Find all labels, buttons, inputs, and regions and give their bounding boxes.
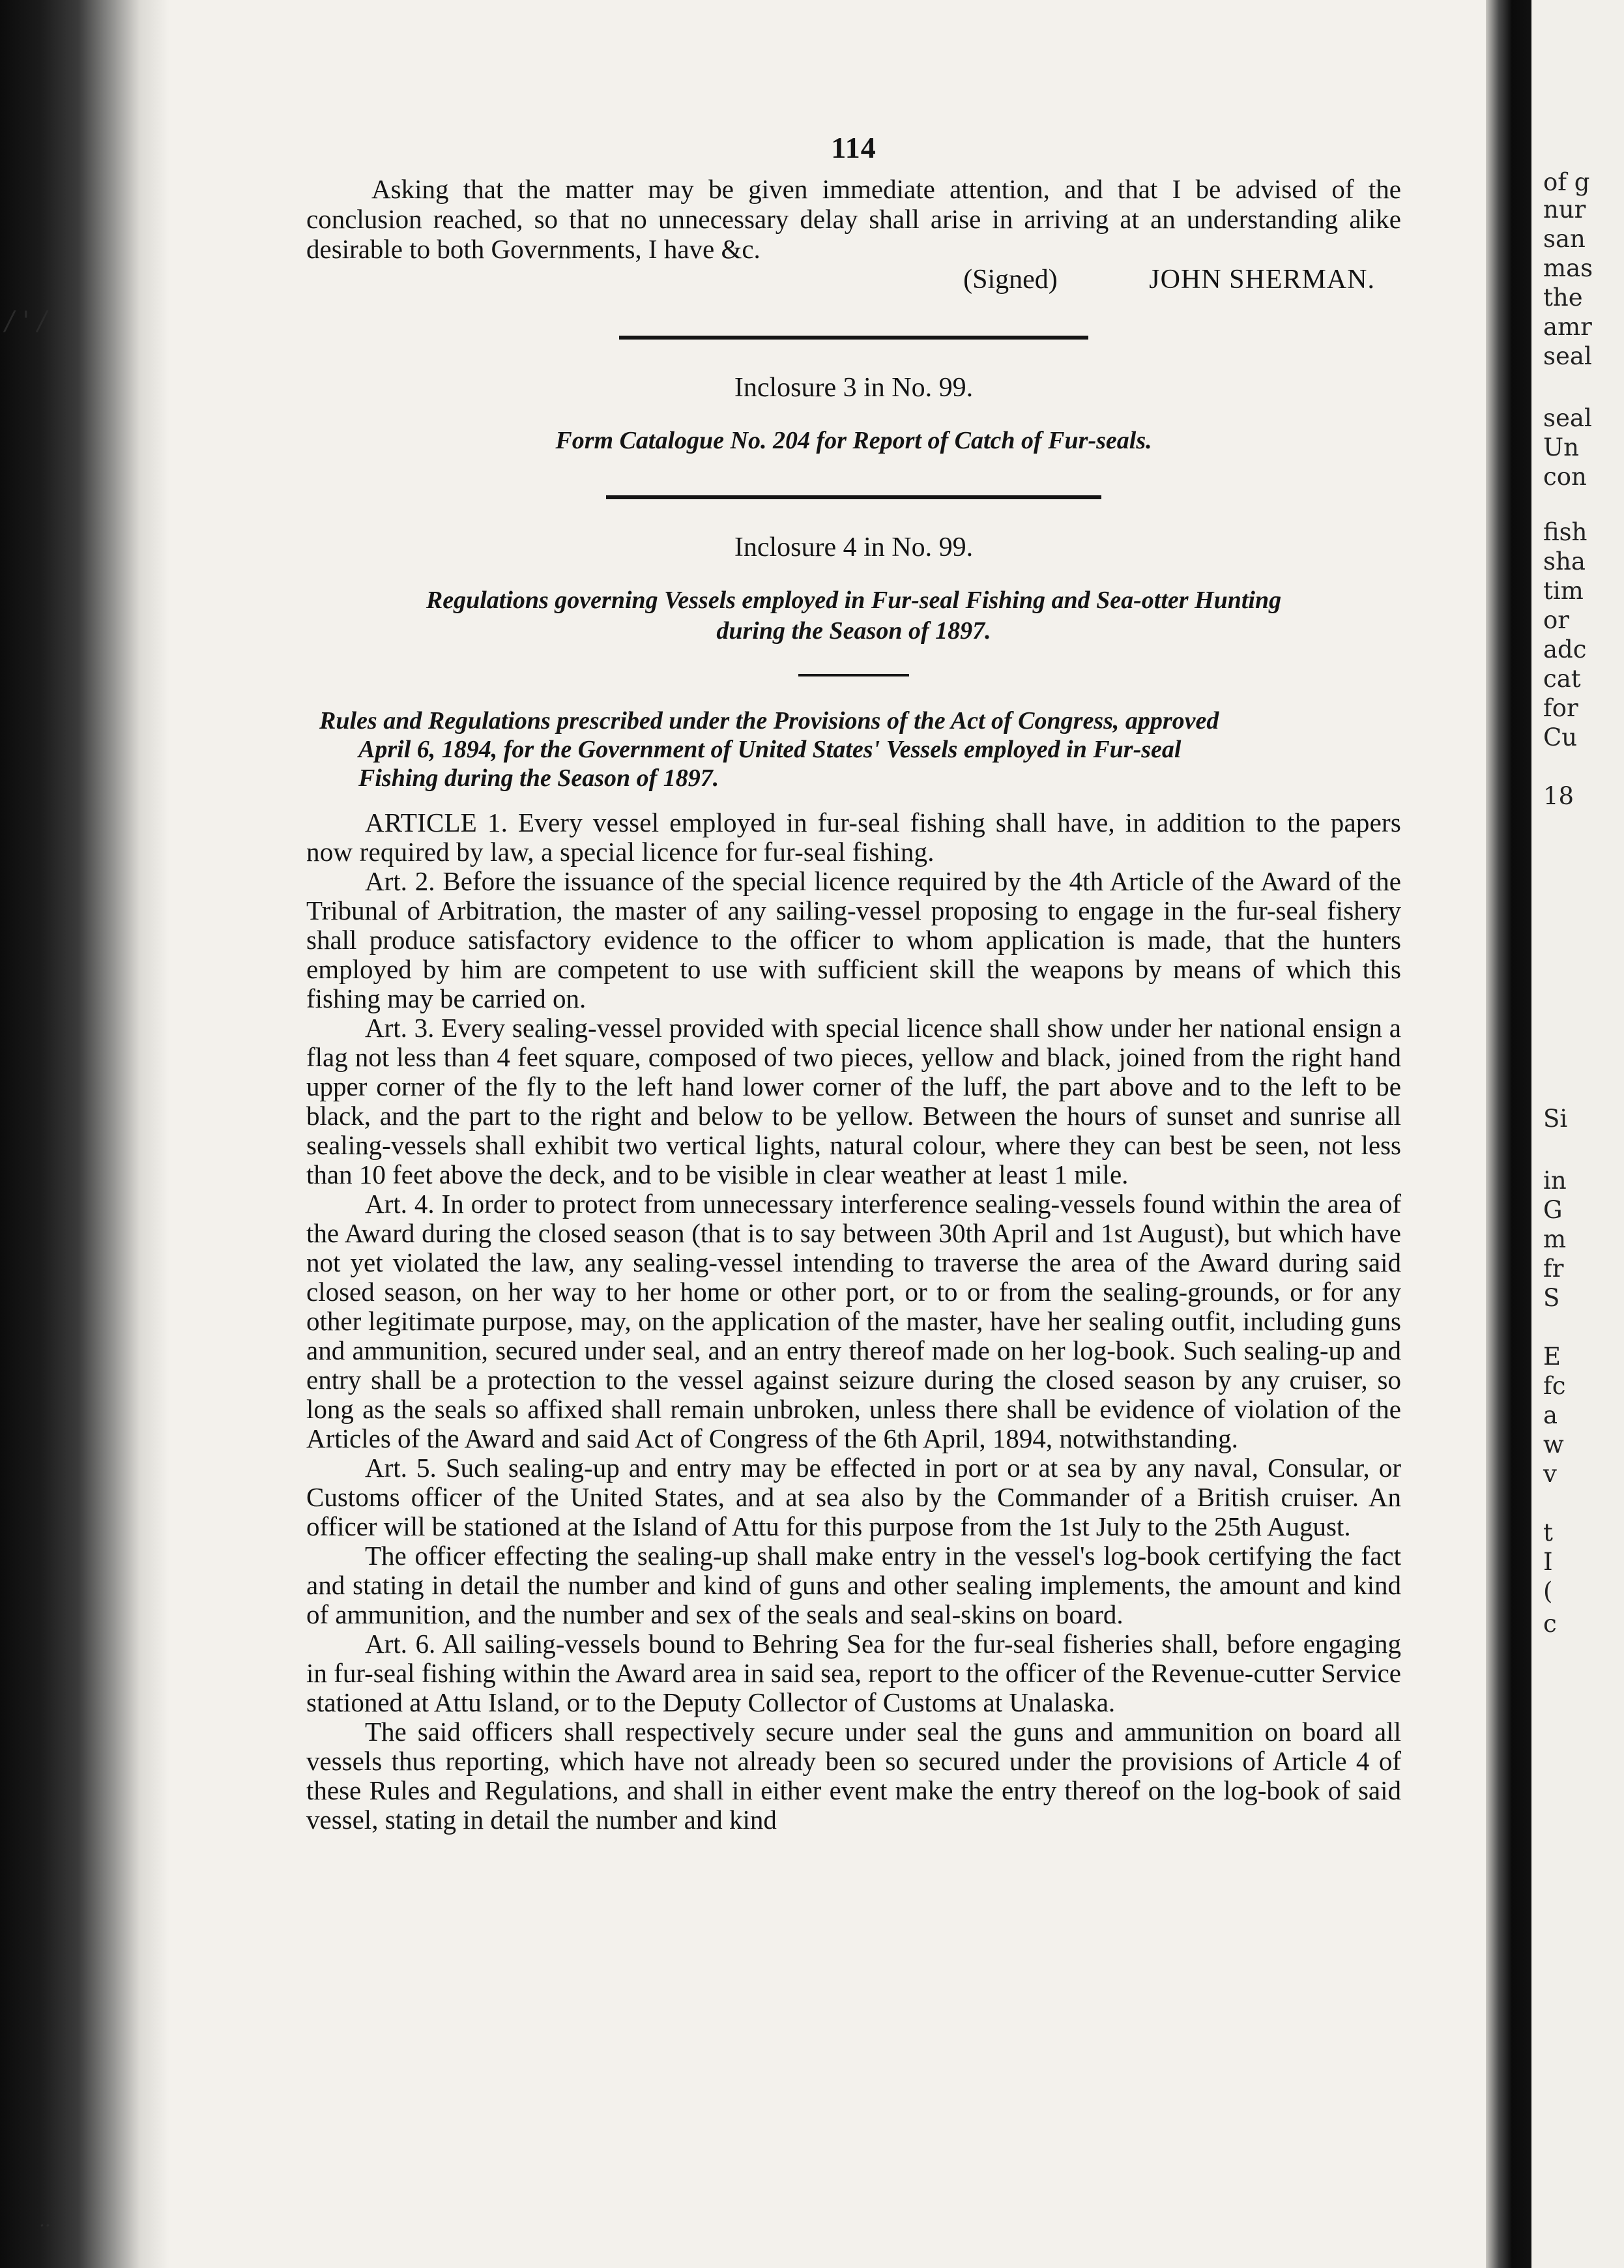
- page-number: 114: [831, 131, 877, 164]
- book-spine: [1486, 0, 1531, 2268]
- inclosure-3-subtitle: Form Catalogue No. 204 for Report of Catch of Fur-seals.: [555, 427, 1152, 454]
- adjacent-page-fragment: 18: [1543, 782, 1574, 810]
- adjacent-page-fragment: in: [1543, 1167, 1567, 1195]
- inclosure-3-title: Inclosure 3 in No. 99.: [734, 373, 974, 403]
- article-3: Art. 3. Every sealing-vessel provided with special licence shall show under her national ensign a flag not less than 4 feet square, composed of two pieces, yellow and black, joined from the right hand upper corner of the fly to the left hand lower corner of the luff, the part above and to the left to be black, and the part to the right and below to be yellow. Between the hours of sunset and sunrise all sealing-vessels shall exhibit two vertical lights, natural colour, where they can best be seen, not less than 10 feet above the deck, and to be visible in clear weather at least 1 mile.: [306, 1013, 1401, 1189]
- binding-gutter: [0, 0, 169, 2268]
- adjacent-page-fragment: w: [1543, 1431, 1564, 1459]
- adjacent-page-fragment: nur: [1543, 196, 1586, 224]
- article-1: ARTICLE 1. Every vessel employed in fur-seal fishing shall have, in addition to the papers now required by law, a special licence for fur-seal fishing.: [306, 807, 1401, 867]
- adjacent-page-fragment: a: [1543, 1401, 1558, 1429]
- adjacent-page-fragment: sha: [1543, 547, 1586, 575]
- rules-intro-line-2: April 6, 1894, for the Government of United States' Vessels employed in Fur-seal: [358, 736, 1182, 763]
- adjacent-page-fragment: fr: [1543, 1255, 1564, 1283]
- rules-intro-line-1: Rules and Regulations prescribed under the Provisions of the Act of Congress, approved: [319, 707, 1219, 734]
- adjacent-page-fragment: (: [1543, 1577, 1553, 1605]
- adjacent-page-fragment: c: [1543, 1610, 1557, 1638]
- adjacent-page-fragment: Cu: [1543, 723, 1578, 751]
- document-page: [306, 130, 1401, 1835]
- signed-label: (Signed): [963, 265, 1058, 295]
- adjacent-page-fragment: t: [1543, 1519, 1553, 1547]
- inclosure-4-subtitle-line-2: during the Season of 1897.: [716, 617, 991, 645]
- article-5-continuation: The officer effecting the sealing-up shall make entry in the vessel's log-book certifying the fact and stating in detail the number and kind of guns and other sealing implements, the amount and kind of ammunition, and the number and sex of the seals and seal-skins on board.: [306, 1541, 1401, 1629]
- adjacent-page-fragment: fish: [1543, 518, 1588, 546]
- adjacent-page-fragment: or: [1543, 606, 1569, 634]
- adjacent-page-edge: [1531, 0, 1624, 2268]
- short-rule: [798, 674, 909, 676]
- gutter-mark: / ' /: [5, 306, 47, 336]
- article-2: Art. 2. Before the issuance of the special licence required by the 4th Article of the Award of the Tribunal of Arbitration, the master of any sailing-vessel proposing to engage in the fur-seal fishery shall produce satisfactory evidence to the officer to whom application is made, that the hunters employed by him are competent to use with sufficient skill the weapons by means of which this fishing may be carried on.: [306, 866, 1401, 1013]
- rules-intro: [306, 706, 1401, 792]
- adjacent-page-fragment: the: [1543, 284, 1583, 312]
- adjacent-page-fragment: of g: [1543, 168, 1590, 196]
- adjacent-page-fragment: for: [1543, 694, 1578, 722]
- adjacent-page-fragment: mas: [1543, 254, 1593, 282]
- adjacent-page-fragment: Si: [1543, 1105, 1568, 1133]
- adjacent-page-fragment: amr: [1543, 313, 1592, 341]
- adjacent-page-fragment: E: [1543, 1343, 1561, 1371]
- adjacent-page-fragment: m: [1543, 1225, 1567, 1253]
- rules-intro-line-3: Fishing during the Season of 1897.: [358, 764, 719, 792]
- inclosure-4-subtitle-line-1: Regulations governing Vessels employed in Fur-seal Fishing and Sea-otter Hunting: [426, 587, 1282, 614]
- adjacent-page-fragment: seal: [1543, 342, 1592, 370]
- letter-closing-paragraph: Asking that the matter may be given immediate attention, and that I be advised of the conclusion reached, so that no unnecessary delay shall arise in arriving at an understanding alike desirable to both Governments, I have &c.: [306, 174, 1401, 264]
- section-rule: [606, 495, 1101, 499]
- adjacent-page-fragment: G: [1543, 1196, 1563, 1224]
- article-4: Art. 4. In order to protect from unnecessary interference sealing-vessels found within the area of the Award during the closed season (that is to say between 30th April and 1st August), but which have not yet violated the law, any sealing-vessel intending to traverse the area of the Award during said closed season, on her way to her home or other port, or to or from the sealing-grounds, or for any other legitimate purpose, may, on the application of the master, have her sealing outfit, including guns and ammunition, secured under seal, and an entry thereof made on her log-book. Such sealing-up and entry shall be a protection to the vessel against seizure during the closed season by any cruiser, so long as the seals so affixed shall remain unbroken, unless there shall be evidence of violation of the Articles of the Award and said Act of Congress of the 6th April, 1894, notwithstanding.: [306, 1189, 1401, 1453]
- adjacent-page-fragment: san: [1543, 225, 1586, 253]
- adjacent-page-fragment: cat: [1543, 665, 1581, 693]
- inclosure-4-title: Inclosure 4 in No. 99.: [734, 532, 974, 562]
- article-5: Art. 5. Such sealing-up and entry may be effected in port or at sea by any naval, Consular, or Customs officer of the United States, and at sea also by the Commander of a British cruiser. An officer will be stationed at the Island of Attu for this purpose from the 1st July to the 25th August.: [306, 1453, 1401, 1541]
- signature-line: [306, 264, 1401, 295]
- gutter-mark: ..: [39, 2209, 51, 2231]
- signatory-name: JOHN SHERMAN.: [1149, 265, 1375, 295]
- adjacent-page-fragment: Un: [1543, 433, 1580, 461]
- adjacent-page-fragment: I: [1543, 1548, 1553, 1576]
- article-6: Art. 6. All sailing-vessels bound to Behring Sea for the fur-seal fisheries shall, before engaging in fur-seal fishing within the Award area in said sea, report to the officer of the Revenue-cutter Service stationed at Attu Island, or to the Deputy Collector of Customs at Unalaska.: [306, 1629, 1401, 1717]
- adjacent-page-fragment: con: [1543, 463, 1587, 491]
- adjacent-page-fragment: S: [1543, 1284, 1560, 1312]
- adjacent-page-fragment: tim: [1543, 577, 1584, 605]
- adjacent-page-fragment: fc: [1543, 1372, 1566, 1400]
- article-6-continuation: The said officers shall respectively secure under seal the guns and ammunition on board all vessels thus reporting, which have not already been so secured under the provisions of Article 4 of these Rules and Regulations, and shall in either event make the entry thereof on the log-book of said vessel, stating in detail the number and kind: [306, 1717, 1401, 1835]
- adjacent-page-fragment: seal: [1543, 404, 1592, 432]
- adjacent-page-fragment: adc: [1543, 635, 1587, 663]
- section-rule: [619, 336, 1088, 340]
- adjacent-page-fragment: v: [1543, 1460, 1557, 1488]
